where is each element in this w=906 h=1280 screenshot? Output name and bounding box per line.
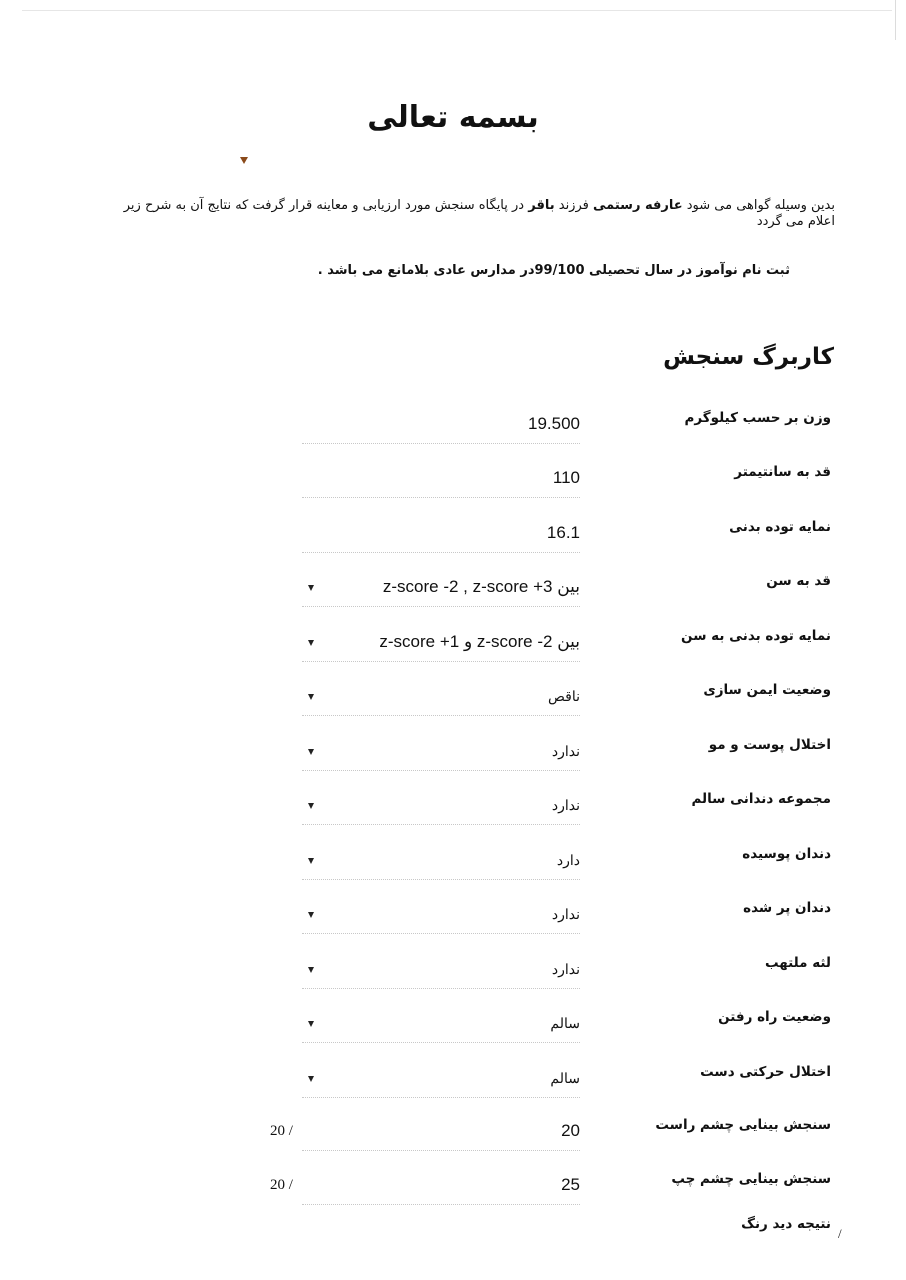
row-label: دندان پوسیده	[742, 846, 831, 862]
filled-tooth-select[interactable]: ندارد	[551, 906, 580, 922]
row-label: قد به سانتیمتر	[734, 464, 831, 480]
scan-edge-mark	[895, 0, 896, 40]
field-underline	[302, 824, 580, 825]
intro-paragraph	[95, 198, 835, 230]
row-color-vision	[0, 1216, 906, 1270]
field-underline	[302, 661, 580, 662]
chevron-down-icon[interactable]	[308, 912, 314, 918]
row-label: نتیجه دید رنگ	[741, 1216, 831, 1232]
row-label: دندان پر شده	[743, 900, 831, 916]
row-bmi	[0, 519, 906, 573]
field-underline	[302, 1150, 580, 1151]
field-underline	[302, 443, 580, 444]
row-label: وزن بر حسب کیلوگرم	[684, 410, 831, 426]
row-label: نمایه توده بدنی به سن	[681, 628, 831, 644]
row-label: سنجش بینایی چشم چپ	[671, 1171, 831, 1187]
row-immunization	[0, 682, 906, 736]
row-right-eye	[0, 1117, 906, 1171]
row-label: وضعیت ایمن سازی	[703, 682, 831, 698]
row-label: وضعیت راه رفتن	[718, 1009, 831, 1025]
row-label: اختلال پوست و مو	[708, 737, 831, 753]
field-underline	[302, 606, 580, 607]
field-underline	[302, 1204, 580, 1205]
row-label: سنجش بینایی چشم راست	[655, 1117, 831, 1133]
row-healthy-teeth	[0, 791, 906, 845]
inflamed-gum-select[interactable]: ندارد	[551, 961, 580, 977]
bmi-for-age-select[interactable]: بین z-score -2 و z-score +1	[379, 632, 580, 651]
chevron-down-icon[interactable]	[308, 640, 314, 646]
hand-movement-select[interactable]: سالم	[550, 1070, 580, 1086]
row-skin-hair	[0, 737, 906, 791]
chevron-down-icon[interactable]	[308, 967, 314, 973]
row-filled-tooth	[0, 900, 906, 954]
row-decayed-tooth	[0, 846, 906, 900]
chevron-down-icon[interactable]	[308, 858, 314, 864]
row-label: لثه ملتهب	[764, 955, 831, 971]
ink-dot	[240, 157, 248, 164]
row-height	[0, 464, 906, 518]
field-underline	[302, 933, 580, 934]
height-for-age-select[interactable]: بین z-score -2 , z-score +3	[382, 577, 580, 596]
row-walking	[0, 1009, 906, 1063]
student-name: عارفه رستمی	[592, 198, 683, 213]
weight-field[interactable]: 19.500	[528, 414, 580, 433]
father-name: باقر	[528, 198, 555, 213]
row-label: مجموعه دندانی سالم	[691, 791, 831, 807]
chevron-down-icon[interactable]	[308, 803, 314, 809]
row-label: قد به سن	[766, 573, 831, 589]
chevron-down-icon[interactable]	[308, 1021, 314, 1027]
row-label: اختلال حرکتی دست	[700, 1064, 831, 1080]
intro-text-1: بدین وسیله گواهی می شود	[682, 198, 835, 213]
right-eye-denominator: 20 /	[270, 1123, 293, 1139]
field-underline	[302, 988, 580, 989]
field-underline	[302, 879, 580, 880]
left-eye-denominator: 20 /	[270, 1177, 293, 1193]
row-label: نمایه توده بدنی	[729, 519, 831, 535]
chevron-down-icon[interactable]	[308, 694, 314, 700]
bmi-field[interactable]: 16.1	[546, 523, 580, 542]
registration-notice: ثبت نام نوآموز در سال تحصیلی 99/100در مدارس عادی بلامانع می باشد .	[317, 263, 790, 278]
field-underline	[302, 715, 580, 716]
row-inflamed-gum	[0, 955, 906, 1009]
row-bmi-for-age	[0, 628, 906, 682]
field-underline	[302, 1097, 580, 1098]
healthy-teeth-select[interactable]: ندارد	[551, 797, 580, 813]
pen-mark: /	[838, 1226, 842, 1241]
chevron-down-icon[interactable]	[308, 1076, 314, 1082]
immunization-select[interactable]: ناقص	[547, 688, 580, 704]
page-title: بسمه تعالی	[367, 100, 539, 135]
right-eye-field[interactable]: 20	[561, 1121, 580, 1140]
scan-edge-line	[22, 10, 892, 11]
intro-text-2: فرزند	[554, 198, 593, 213]
decayed-tooth-select[interactable]: دارد	[556, 852, 580, 868]
left-eye-field[interactable]: 25	[561, 1175, 580, 1194]
row-hand-movement	[0, 1064, 906, 1118]
chevron-down-icon[interactable]	[308, 585, 314, 591]
field-underline	[302, 552, 580, 553]
chevron-down-icon[interactable]	[308, 749, 314, 755]
field-underline	[302, 1042, 580, 1043]
height-field[interactable]: 110	[552, 468, 580, 487]
row-height-for-age	[0, 573, 906, 627]
field-underline	[302, 770, 580, 771]
row-weight	[0, 410, 906, 464]
walking-select[interactable]: سالم	[550, 1015, 580, 1031]
skin-hair-select[interactable]: ندارد	[551, 743, 580, 759]
intro-text-3: در پایگاه سنجش مورد ارزیابی و معاینه قرار گرفت که نتایج آن به شرح زیر اعلام می گردد	[123, 198, 835, 229]
field-underline	[302, 497, 580, 498]
section-title: کاربرگ سنجش	[663, 344, 834, 370]
